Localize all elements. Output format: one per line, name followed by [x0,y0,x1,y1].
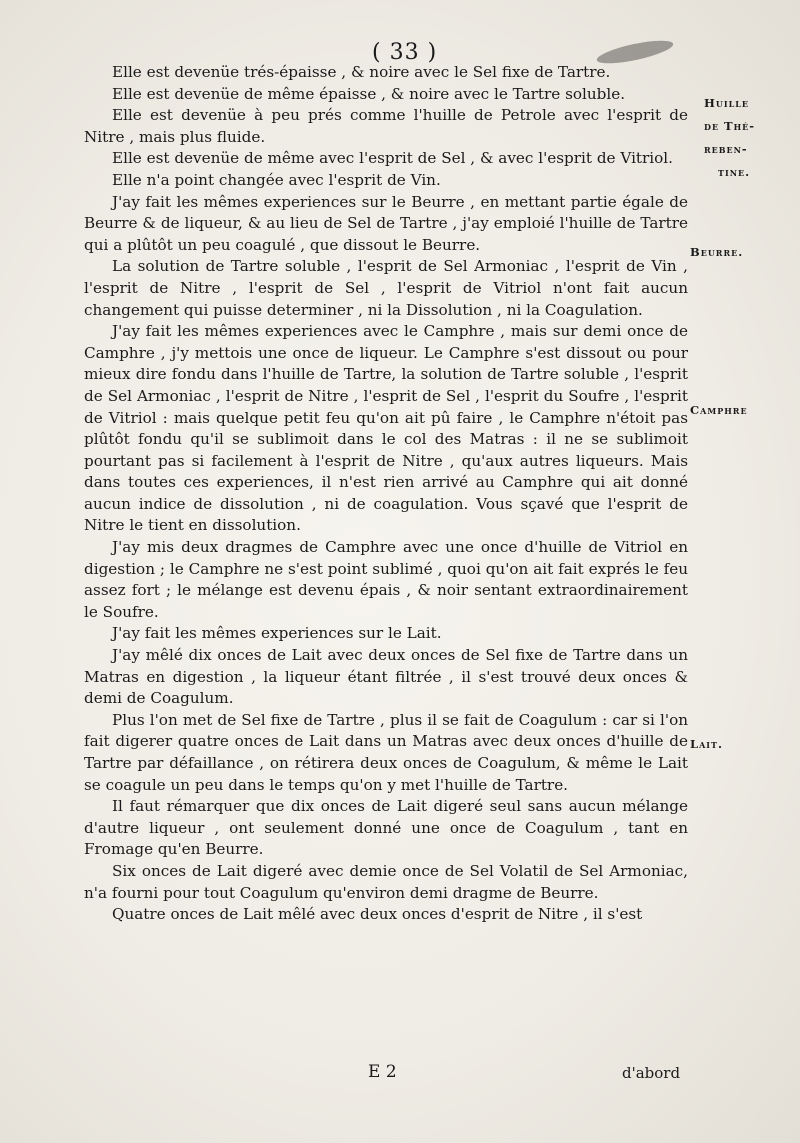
margin-note-line: Camphre [690,403,748,417]
margin-note-beurre [690,242,743,262]
paragraph: J'ay fait les mêmes experiences sur le Beurre , en mettant partie égale de Beurre & de liqueur, & au lieu de Sel de Tartre , j'ay emploié l'huille de Tartre qui a plûtôt un peu coagulé , que dissout le Beurre. [84,192,688,254]
paragraph: J'ay mis deux dragmes de Camphre avec une once d'huille de Vitriol en digestion ; le Camphre ne s'est point sublimé , quoi qu'on ait fait exprés le feu assez fort ; le mélange est devenu épais , & noir sentant extraordinairement le Soufre. [84,538,688,621]
paragraph: J'ay fait les mêmes experiences avec le Camphre , mais sur demi once de Camphre , j'y mettois une once de liqueur. Le Camphre s'est dissout ou pour mieux dire fondu dans l'huille de Tartre, la solution de Tartre soluble , l'esprit de Sel Armoniac , l'esprit de Nitre , l'esprit de Sel , l'esprit du Soufre , l'esprit de Vitriol : mais quelque petit feu qu'on ait pû faire , le Camphre n'étoit pas plûtôt fondu qu'il se sublimoit dans le col des Matras : il ne se sublimoit pourtant pas si facilement à l'esprit de Nitre , qu'aux autres liqueurs. Mais dans toutes ces experiences, il n'est rien arrivé au Camphre qui ait donné aucun indice de dissolution , ni de coagulation. Vous sçavé que l'esprit de Nitre le tient en dissolution. [84,322,688,535]
paragraph: Elle est devenüe à peu prés comme l'huille de Petrole avec l'esprit de Nitre , mais plus fluide. [84,106,688,146]
paragraph: Plus l'on met de Sel fixe de Tartre , plus il se fait de Coagulum : car si l'on fait digerer quatre onces de Lait dans un Matras avec deux onces d'huille de Tartre par défaillance , on rétirera deux onces de Coagulum, & même le Lait se coagule un peu dans le temps qu'on y met l'huille de Tartre. [84,710,688,794]
paragraph: J'ay fait les mêmes experiences sur le Lait. [112,624,442,643]
margin-note-line: reben- [704,142,748,156]
page-number: ( 33 ) [372,40,438,65]
margin-note-line: tine. [718,165,751,179]
paragraph: Elle est devenüe de même épaisse , & noire avec le Tartre soluble. [112,84,626,103]
margin-note-line: de Thé- [704,119,756,133]
paragraph: Il faut rémarquer que dix onces de Lait digeré seul sans aucun mélange d'autre liqueur , ont seulement donné une once de Coagulum , tant en Fromage qu'en Beurre. [84,797,688,859]
margin-note-lait [690,734,723,754]
margin-note-line: Beurre. [690,245,744,259]
margin-note-camphre [690,400,748,420]
catchword: d'abord [622,1064,681,1082]
paragraph: Elle n'a point changée avec l'esprit de Vin. [112,170,441,189]
signature-mark: E 2 [368,1062,397,1082]
paragraph: Elle est devenüe trés-épaisse , & noire avec le Sel fixe de Tartre. [112,63,611,81]
main-text [84,62,688,926]
paragraph: La solution de Tartre soluble , l'esprit de Sel Armoniac , l'esprit de Vin , l'esprit de Nitre , l'esprit de Sel , l'esprit de Vitriol n'ont fait aucun changement qui puisse determiner , ni la Dissolution , ni la Coagulation. [84,257,688,319]
paragraph: Quatre onces de Lait mêlé avec deux onces d'esprit de Nitre , il s'est [112,905,643,924]
margin-note-line: Huille [704,96,749,110]
paragraph: Six onces de Lait digeré avec demie once de Sel Volatil de Sel Armoniac, n'a fourni pour tout Coagulum qu'environ demi dragme de Beurre. [84,861,688,902]
paragraph: J'ay mêlé dix onces de Lait avec deux onces de Sel fixe de Tartre dans un Matras en digestion , la liqueur étant filtrée , il s'est trouvé deux onces & demi de Coagulum. [84,646,688,708]
paragraph: Elle est devenüe de même avec l'esprit de Sel , & avec l'esprit de Vitriol. [112,149,673,168]
margin-note-line: Lait. [690,737,723,751]
margin-note-huille [704,92,755,184]
